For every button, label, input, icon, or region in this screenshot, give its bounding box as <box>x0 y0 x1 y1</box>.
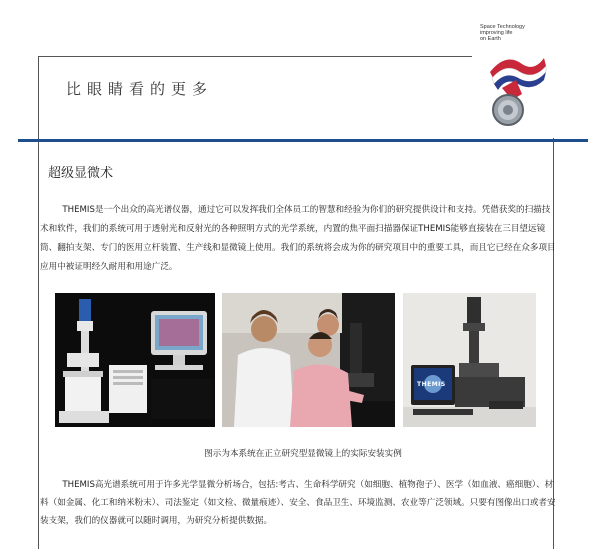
intro-paragraph: THEMIS是一个出众的高光谱仪器，通过它可以发挥我们全体员工的智慧和经验为你们的研究提供设计和支持。凭借获奖的扫描技术和软件，我们的系统可用于透射光和反射光的各种照明方式的光学系统，内置的焦平面扫描器保证THEMIS能够直接装在三目望远镜筒、翻拍支架、专门的医用立杆装置、生产线和显微镜上使用。我们的系统将会成为你的研究项目中的重要工具，而且它已经在众多项目应用中被证明经久耐用和用途广泛。 <box>40 205 556 272</box>
figure-caption: 图示为本系统在正立研究型显微镜上的实际安装实例 <box>204 449 402 459</box>
page-title: 比眼睛看的更多 <box>66 80 214 98</box>
section-title: 超级显微术 <box>48 166 114 181</box>
applications-paragraph: THEMIS高光谱系统可用于许多光学显微分析场合，包括:考古、生命科学研究（如细胞、植物孢子）、医学（如血液、癌细胞）、材料（如金属、化工和纳米粉末）、司法鉴定（如文检、微量痕迹）、安全、食品卫生、环境监测、农业等广泛领域。只要有图像出口或者安装支架，我们的仪器就可以随时调用，为研究分析提供数据。 <box>40 480 556 526</box>
photo-themis-system <box>403 293 536 427</box>
space-technology-logo <box>472 22 556 138</box>
themis-screen-label: THEMIS <box>417 381 446 388</box>
photo-researchers-at-microscope <box>222 293 395 427</box>
photo-microscope-setup <box>55 293 215 427</box>
header-divider <box>18 139 588 142</box>
logo-tagline: Space Technology improving life on Earth <box>480 24 525 42</box>
